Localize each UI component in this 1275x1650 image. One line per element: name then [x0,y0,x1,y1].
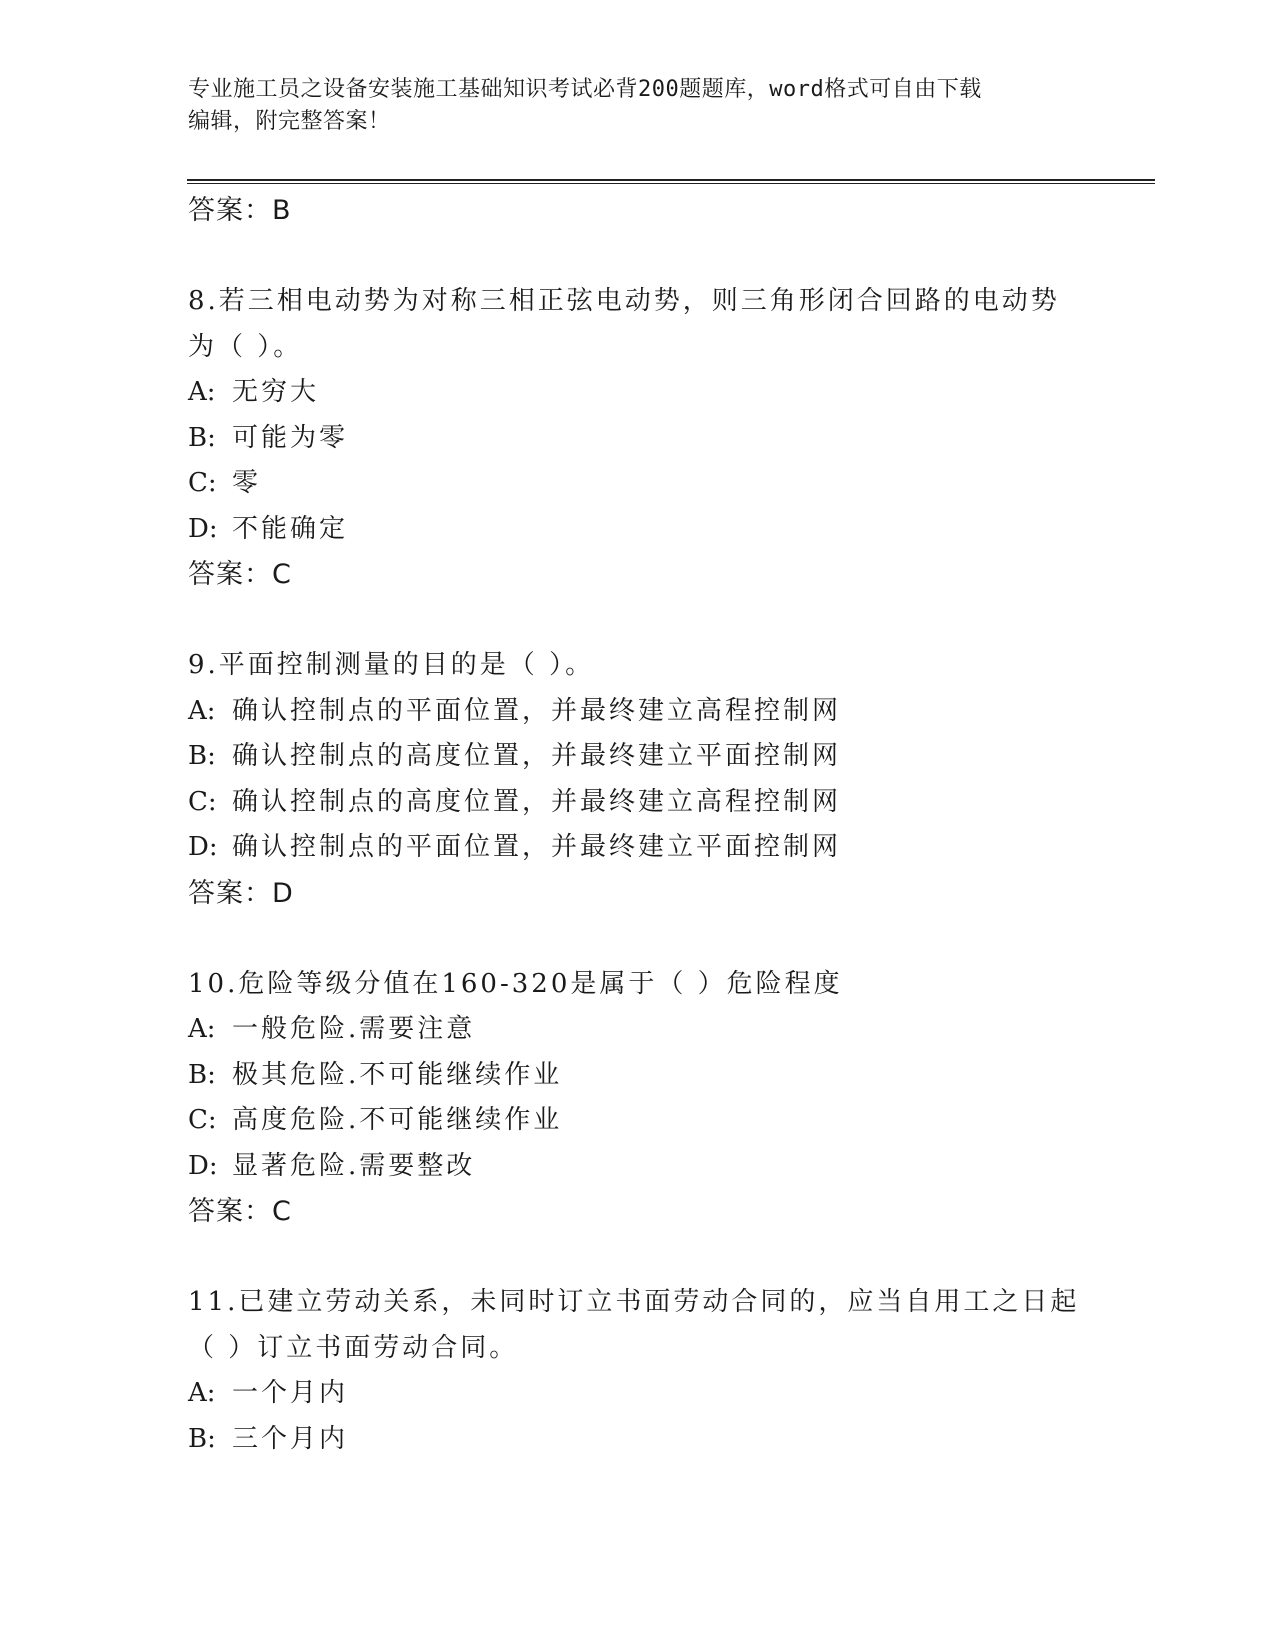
option-text: 无穷大 [232,377,320,407]
option-label: C: [188,1105,217,1135]
option-text: 不能确定 [232,513,349,544]
answer-prefix: 答案： [188,195,272,226]
option-label: D: [188,1150,218,1181]
option-label: B: [188,1423,216,1454]
question-block [188,1280,1088,1462]
option-label: D: [188,513,218,544]
answer-value: C [272,1196,292,1227]
option-text: 确认控制点的高度位置，并最终建立平面控制网 [232,741,842,771]
answer-prefix: 答案： [188,1196,272,1227]
question-list [188,188,1088,1462]
option-a [188,689,1088,735]
question-stem: 11.已建立劳动关系，未同时订立书面劳动合同的，应当自用工之日起 [188,1287,1080,1317]
option-d [188,507,1088,553]
answer-line [188,188,1088,234]
option-text: 显著危险.需要整改 [232,1150,476,1181]
option-text: 极其危险.不可能继续作业 [232,1059,563,1090]
option-d [188,825,1088,871]
option-label: A: [188,1014,216,1044]
option-b [188,1053,1088,1099]
page-header [188,74,1068,138]
option-c [188,1098,1088,1144]
question-stem: 为（ ）。 [188,331,303,362]
option-a [188,1007,1088,1053]
answer-prefix: 答案： [188,877,272,909]
option-c [188,461,1088,507]
answer-prefix: 答案： [188,559,272,590]
option-c [188,780,1088,826]
answer-line [188,871,1088,917]
question-stem: 9.平面控制测量的目的是（ ）。 [188,650,595,680]
question-block [188,643,1088,916]
question-block [188,279,1088,598]
option-b [188,1417,1088,1463]
answer-value: D [272,877,294,909]
answer-line [188,1189,1088,1235]
option-b [188,734,1088,780]
answer-value: B [272,195,292,226]
question-stem: 10.危险等级分值在160-320是属于（ ）危险程度 [188,968,843,999]
question-stem: （ ）订立书面劳动合同。 [188,1332,519,1363]
option-label: C: [188,468,217,498]
question-stem: 8.若三相电动势为对称三相正弦电动势，则三角形闭合回路的电动势 [188,286,1060,316]
answer-line [188,552,1088,598]
option-label: B: [188,741,216,771]
option-label: B: [188,1059,216,1090]
option-a [188,1371,1088,1417]
option-label: B: [188,422,216,453]
option-label: D: [188,832,218,862]
header-divider-thin [187,183,1155,184]
option-a [188,370,1088,416]
option-text: 一个月内 [232,1378,349,1408]
option-label: A: [188,377,216,407]
option-text: 确认控制点的平面位置，并最终建立平面控制网 [232,832,842,862]
option-b [188,416,1088,462]
option-text: 可能为零 [232,422,349,453]
answer-value: C [272,559,292,590]
option-label: C: [188,786,217,817]
option-text: 确认控制点的平面位置，并最终建立高程控制网 [232,695,842,726]
option-text: 零 [232,468,262,498]
option-label: A: [188,695,216,726]
header-title-line-2: 编辑，附完整答案！ [188,109,391,134]
option-text: 确认控制点的高度位置，并最终建立高程控制网 [232,786,842,817]
option-text: 高度危险.不可能继续作业 [232,1105,563,1135]
header-divider [187,179,1155,181]
option-label: A: [188,1378,216,1408]
option-d [188,1144,1088,1190]
option-text: 一般危险.需要注意 [232,1014,476,1044]
option-text: 三个月内 [232,1423,349,1454]
header-title-line-1: 专业施工员之设备安装施工基础知识考试必背200题题库，word格式可自由下载 [188,77,982,102]
question-block [188,962,1088,1235]
